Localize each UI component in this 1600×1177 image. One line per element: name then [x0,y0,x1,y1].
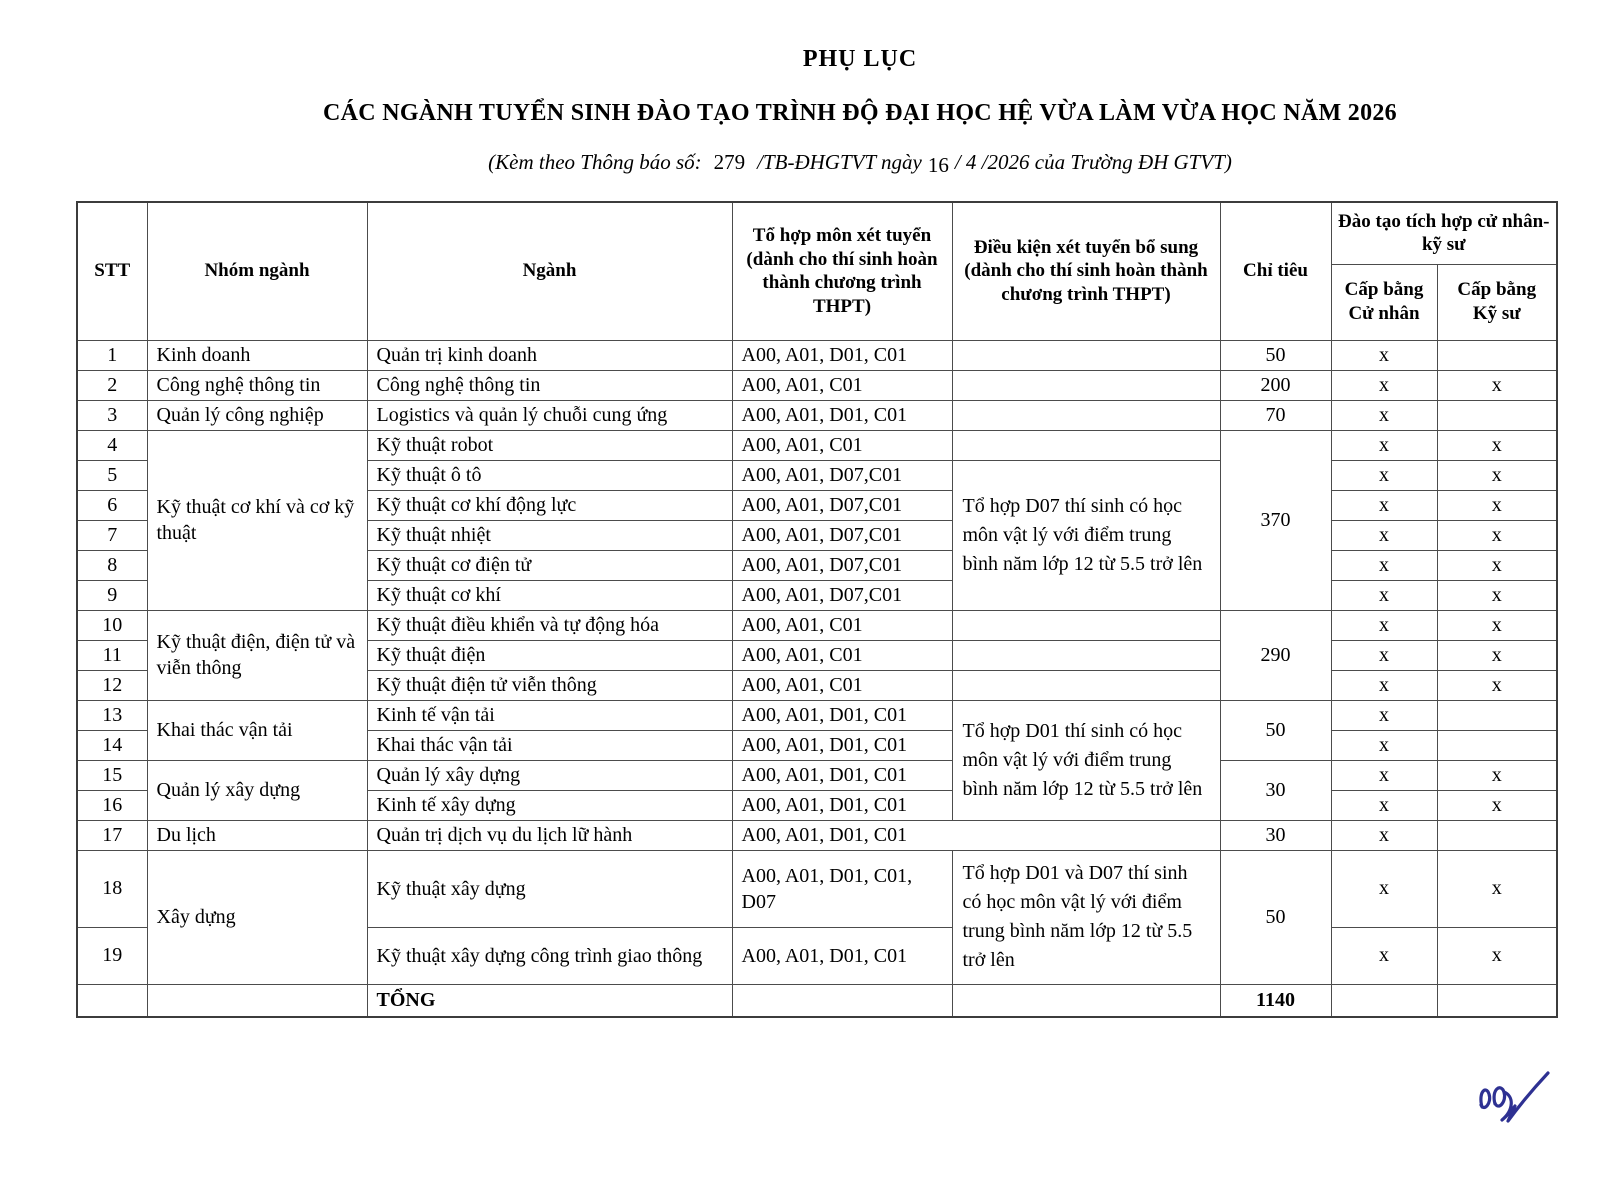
document-title: PHỤ LỤC [802,46,918,72]
table-cell: x [1437,760,1557,790]
table-row [77,984,1557,1017]
admission-table-body [77,340,1557,1017]
table-cell: x [1331,820,1437,850]
table-cell: 15 [77,760,147,790]
table-cell: 2 [77,370,147,400]
table-cell: x [1331,700,1437,730]
table-cell [1437,984,1557,1017]
note-number: 279 [713,150,746,174]
table-cell: 4 [77,430,147,460]
table-cell: 3 [77,400,147,430]
signature-scribble [1462,1062,1562,1132]
table-cell: Kỹ thuật điện, điện tử và viễn thông [147,610,367,700]
table-cell: Kinh tế xây dựng [367,790,732,820]
table-cell: 14 [77,730,147,760]
table-cell: 290 [1220,610,1331,700]
note-day: 16 [927,153,949,177]
table-cell: Kỹ thuật cơ khí động lực [367,490,732,520]
table-cell: Khai thác vận tải [147,700,367,760]
col-header-integrated: Đào tạo tích hợp cử nhân- kỹ sư [1331,202,1557,264]
table-cell: 1140 [1220,984,1331,1017]
table-row [77,610,1557,640]
table-cell: Logistics và quản lý chuỗi cung ứng [367,400,732,430]
table-cell: Quản lý xây dựng [147,760,367,820]
table-cell: A00, A01, D07,C01 [732,580,952,610]
table-cell: x [1331,520,1437,550]
table-cell: A00, A01, C01 [732,430,952,460]
table-cell: x [1331,340,1437,370]
col-header-group: Nhóm ngành [147,202,367,340]
table-row [77,370,1557,400]
table-cell [952,670,1220,700]
table-cell: 19 [77,927,147,984]
table-cell: 7 [77,520,147,550]
table-cell: 5 [77,460,147,490]
note-prefix: (Kèm theo Thông báo số: [488,150,702,174]
table-cell: Kỹ thuật cơ khí và cơ kỹ thuật [147,430,367,610]
table-cell: A00, A01, D01, C01 [732,790,952,820]
table-cell: 8 [77,550,147,580]
col-header-bachelor: Cấp bằng Cử nhân [1331,264,1437,340]
table-cell: x [1437,670,1557,700]
table-cell: Tổ hợp D07 thí sinh có học môn vật lý với điểm trung bình năm lớp 12 từ 5.5 trở lên [952,460,1220,610]
table-cell: x [1437,520,1557,550]
table-cell: Kỹ thuật xây dựng công trình giao thông [367,927,732,984]
table-cell: Quản trị dịch vụ du lịch lữ hành [367,820,732,850]
table-cell [952,370,1220,400]
table-cell: A00, A01, D01, C01 [732,340,952,370]
table-cell: x [1437,790,1557,820]
col-header-combo: Tổ hợp môn xét tuyển (dành cho thí sinh hoàn thành chương trình THPT) [732,202,952,340]
note-middle: /TB-ĐHGTVT ngày [757,150,922,174]
table-cell: Kỹ thuật điều khiển và tự động hóa [367,610,732,640]
table-cell: Quản lý xây dựng [367,760,732,790]
table-cell: 1 [77,340,147,370]
table-cell: TỔNG [367,984,732,1017]
table-cell: x [1331,490,1437,520]
table-cell: 16 [77,790,147,820]
table-cell: 18 [77,850,147,927]
table-cell: Xây dựng [147,850,367,984]
table-cell [732,984,952,1017]
table-cell: 10 [77,610,147,640]
table-cell: x [1331,670,1437,700]
table-cell: x [1437,640,1557,670]
document-subtitle: CÁC NGÀNH TUYỂN SINH ĐÀO TẠO TRÌNH ĐỘ ĐẠI HỌC HỆ VỪA LÀM VỪA HỌC NĂM 2026 [323,100,1397,126]
admission-table [76,201,1558,1018]
table-cell [1331,984,1437,1017]
table-cell [1437,340,1557,370]
table-cell: Kỹ thuật cơ khí [367,580,732,610]
table-cell: A00, A01, D01, C01 [732,820,1220,850]
table-cell: x [1331,850,1437,927]
table-cell: 17 [77,820,147,850]
table-cell: Khai thác vận tải [367,730,732,760]
table-cell: A00, A01, C01 [732,640,952,670]
table-cell: x [1331,550,1437,580]
table-cell: 70 [1220,400,1331,430]
table-cell [1437,730,1557,760]
table-cell: Quản lý công nghiệp [147,400,367,430]
table-cell [952,610,1220,640]
table-cell: A00, A01, C01 [732,670,952,700]
table-cell: Kỹ thuật nhiệt [367,520,732,550]
table-cell: x [1437,490,1557,520]
table-row [77,850,1557,927]
table-cell: A00, A01, D01, C01, D07 [732,850,952,927]
table-cell: Công nghệ thông tin [367,370,732,400]
table-cell: x [1437,430,1557,460]
table-cell: A00, A01, D07,C01 [732,550,952,580]
table-row [77,400,1557,430]
table-cell: x [1437,610,1557,640]
table-cell: 50 [1220,340,1331,370]
table-cell: Kỹ thuật cơ điện tử [367,550,732,580]
table-cell: A00, A01, D01, C01 [732,400,952,430]
table-cell: A00, A01, D01, C01 [732,700,952,730]
table-cell: x [1331,460,1437,490]
table-cell [952,400,1220,430]
table-cell [147,984,367,1017]
table-cell: x [1331,580,1437,610]
document-headings [160,46,1560,175]
table-cell: A00, A01, D07,C01 [732,490,952,520]
table-cell: A00, A01, C01 [732,370,952,400]
table-cell: x [1331,370,1437,400]
table-cell: Kỹ thuật robot [367,430,732,460]
table-cell: Kỹ thuật xây dựng [367,850,732,927]
table-cell: Du lịch [147,820,367,850]
table-cell: A00, A01, D01, C01 [732,760,952,790]
table-cell: x [1437,927,1557,984]
table-cell [952,640,1220,670]
table-cell: x [1331,760,1437,790]
table-cell: 11 [77,640,147,670]
table-row [77,430,1557,460]
table-cell: A00, A01, D07,C01 [732,520,952,550]
table-row [77,820,1557,850]
col-header-stt: STT [77,202,147,340]
table-cell: Tổ hợp D01 và D07 thí sinh có học môn vật lý với điểm trung bình năm lớp 12 từ 5.5 trở lên [952,850,1220,984]
table-cell: x [1331,640,1437,670]
table-cell: 50 [1220,700,1331,760]
table-cell: A00, A01, D07,C01 [732,460,952,490]
table-row [77,340,1557,370]
table-cell: A00, A01, D01, C01 [732,730,952,760]
table-cell: x [1437,580,1557,610]
table-cell [1437,820,1557,850]
table-cell: A00, A01, D01, C01 [732,927,952,984]
table-cell: Kinh doanh [147,340,367,370]
table-cell: x [1331,927,1437,984]
document-page [0,46,1600,1177]
table-cell: Công nghệ thông tin [147,370,367,400]
table-cell: 13 [77,700,147,730]
col-header-quota: Chỉ tiêu [1220,202,1331,340]
table-cell [952,430,1220,460]
table-cell: x [1437,850,1557,927]
table-cell: x [1331,400,1437,430]
table-cell: x [1437,460,1557,490]
col-header-major: Ngành [367,202,732,340]
table-cell [952,984,1220,1017]
table-cell [1437,400,1557,430]
table-cell: A00, A01, C01 [732,610,952,640]
table-cell: Kinh tế vận tải [367,700,732,730]
header-row-1 [77,202,1557,264]
table-cell: Quản trị kinh doanh [367,340,732,370]
table-cell: 370 [1220,430,1331,610]
table-cell [77,984,147,1017]
table-cell [1437,700,1557,730]
table-cell: 12 [77,670,147,700]
table-row [77,760,1557,790]
table-cell: Kỹ thuật điện [367,640,732,670]
table-cell: 50 [1220,850,1331,984]
table-cell: x [1331,430,1437,460]
table-cell: x [1331,610,1437,640]
table-cell [952,340,1220,370]
table-cell: Kỹ thuật điện tử viễn thông [367,670,732,700]
table-cell: Kỹ thuật ô tô [367,460,732,490]
table-cell: x [1437,550,1557,580]
table-cell: x [1437,370,1557,400]
table-cell: 9 [77,580,147,610]
col-header-condition: Điều kiện xét tuyển bổ sung (dành cho thí sinh hoàn thành chương trình THPT) [952,202,1220,340]
table-cell: 30 [1220,760,1331,820]
table-cell: x [1331,730,1437,760]
col-header-engineer: Cấp bằng Kỹ sư [1437,264,1557,340]
table-cell: 30 [1220,820,1331,850]
table-cell: 6 [77,490,147,520]
document-note [160,150,1560,175]
note-suffix: / 4 /2026 của Trường ĐH GTVT) [954,150,1232,174]
table-cell: x [1331,790,1437,820]
table-cell: Tổ hợp D01 thí sinh có học môn vật lý với điểm trung bình năm lớp 12 từ 5.5 trở lên [952,700,1220,820]
admission-table-head [77,202,1557,340]
table-row [77,700,1557,730]
table-cell: 200 [1220,370,1331,400]
